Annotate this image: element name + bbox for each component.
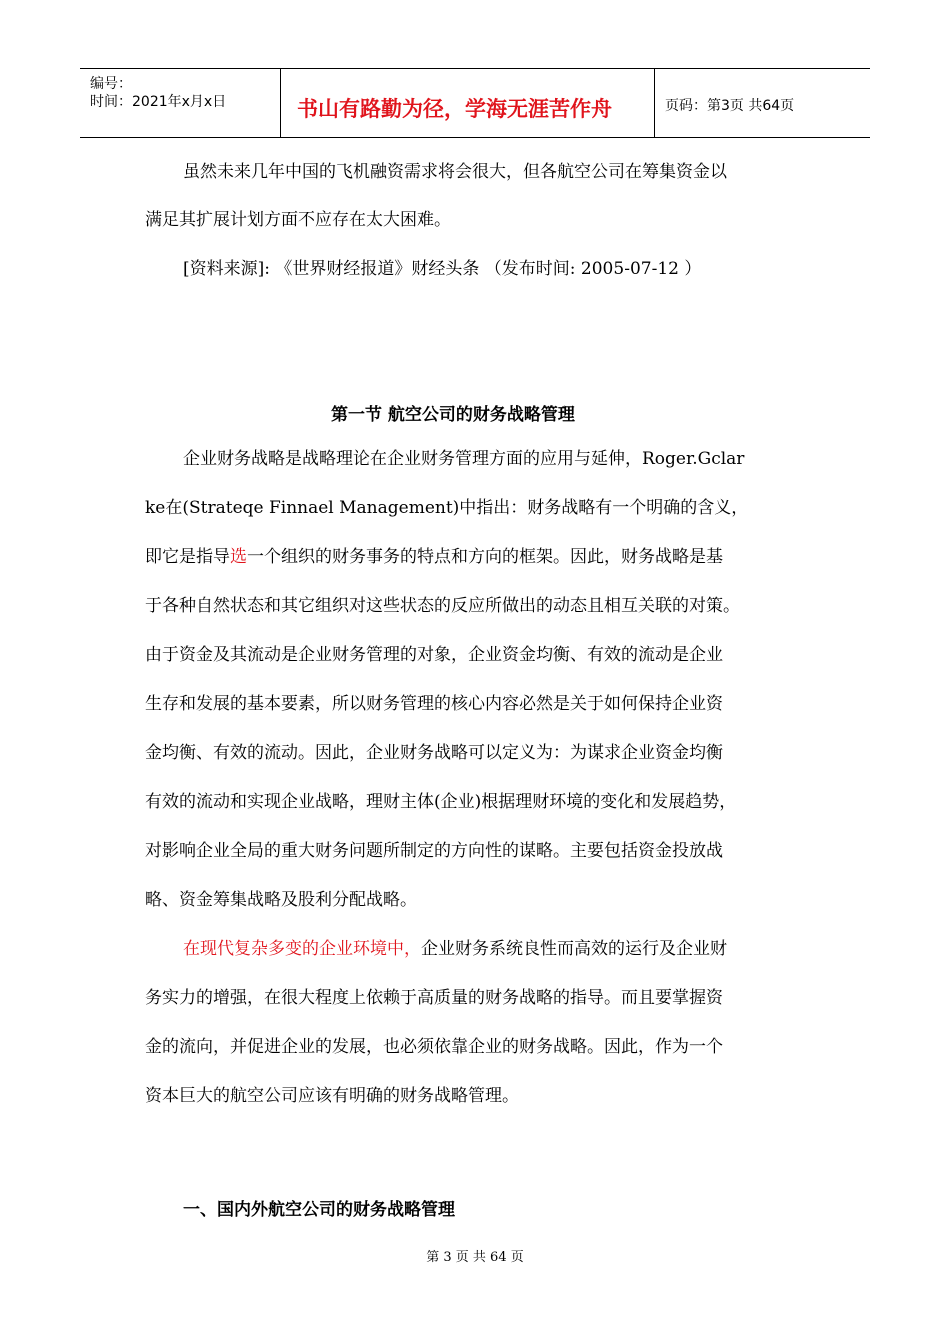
paragraph-line: 资本巨大的航空公司应该有明确的财务战略管理。: [145, 1086, 519, 1106]
header-page-cell: [655, 69, 870, 137]
header-page-info: 页码：第3页 共64页: [665, 98, 795, 114]
paragraph-line: 务实力的增强，在很大程度上依赖于高质量的财务战略的指导。而且要掌握资: [145, 988, 723, 1008]
paragraph-line: 由于资金及其流动是企业财务管理的对象，企业资金均衡、有效的流动是企业: [145, 645, 723, 665]
paragraph-line: 金的流向，并促进企业的发展，也必须依靠企业的财务战略。因此，作为一个: [145, 1037, 723, 1057]
paragraph-line: 有效的流动和实现企业战略，理财主体(企业)根据理财环境的变化和发展趋势，: [145, 792, 737, 812]
intro-line: 满足其扩展计划方面不应存在太大困难。: [145, 210, 451, 230]
page-footer: 第 3 页 共 64 页: [426, 1250, 524, 1265]
paragraph-line: 生存和发展的基本要素，所以财务管理的核心内容必然是关于如何保持企业资: [145, 694, 723, 714]
page-header: [80, 68, 870, 138]
text-span: 一个组织的财务事务的特点和方向的框架。因此，财务战略是基: [247, 547, 723, 567]
paragraph-line: 于各种自然状态和其它组织对这些状态的反应所做出的动态且相互关联的对策。: [145, 596, 740, 616]
highlighted-text: 在现代复杂多变的企业环境中，: [183, 939, 421, 959]
header-motto: 书山有路勤为径，学海无涯苦作舟: [297, 97, 612, 121]
paragraph-line: 略、资金筹集战略及股利分配战略。: [145, 890, 417, 910]
serial-label: 编号：: [90, 76, 132, 92]
paragraph-line: [183, 937, 727, 961]
paragraph-line: 企业财务战略是战略理论在企业财务管理方面的应用与延伸，Roger.Gclar: [183, 449, 745, 469]
date-label: 时间：2021年x月x日: [90, 94, 227, 110]
paragraph-line: [145, 545, 723, 569]
subsection-heading: 一、国内外航空公司的财务战略管理: [183, 1200, 455, 1220]
source-citation: [资料来源]: 《世界财经报道》财经头条 （发布时间: 2005-07-12 ）: [183, 259, 702, 279]
intro-line: 虽然未来几年中国的飞机融资需求将会很大，但各航空公司在筹集资金以: [183, 162, 727, 182]
header-meta: [80, 69, 281, 137]
text-span: 企业财务系统良性而高效的运行及企业财: [421, 939, 727, 959]
paragraph-line: ke在(Strateqe Finnael Management)中指出：财务战略有一个明确的含义，: [145, 498, 749, 518]
section-title: 第一节 航空公司的财务战略管理: [331, 405, 575, 425]
header-motto-cell: [281, 69, 655, 137]
paragraph-line: 金均衡、有效的流动。因此，企业财务战略可以定义为：为谋求企业资金均衡: [145, 743, 723, 763]
text-span: 即它是指导: [145, 547, 230, 567]
paragraph-line: 对影响企业全局的重大财务问题所制定的方向性的谋略。主要包括资金投放战: [145, 841, 723, 861]
highlighted-text: 选: [230, 547, 247, 567]
